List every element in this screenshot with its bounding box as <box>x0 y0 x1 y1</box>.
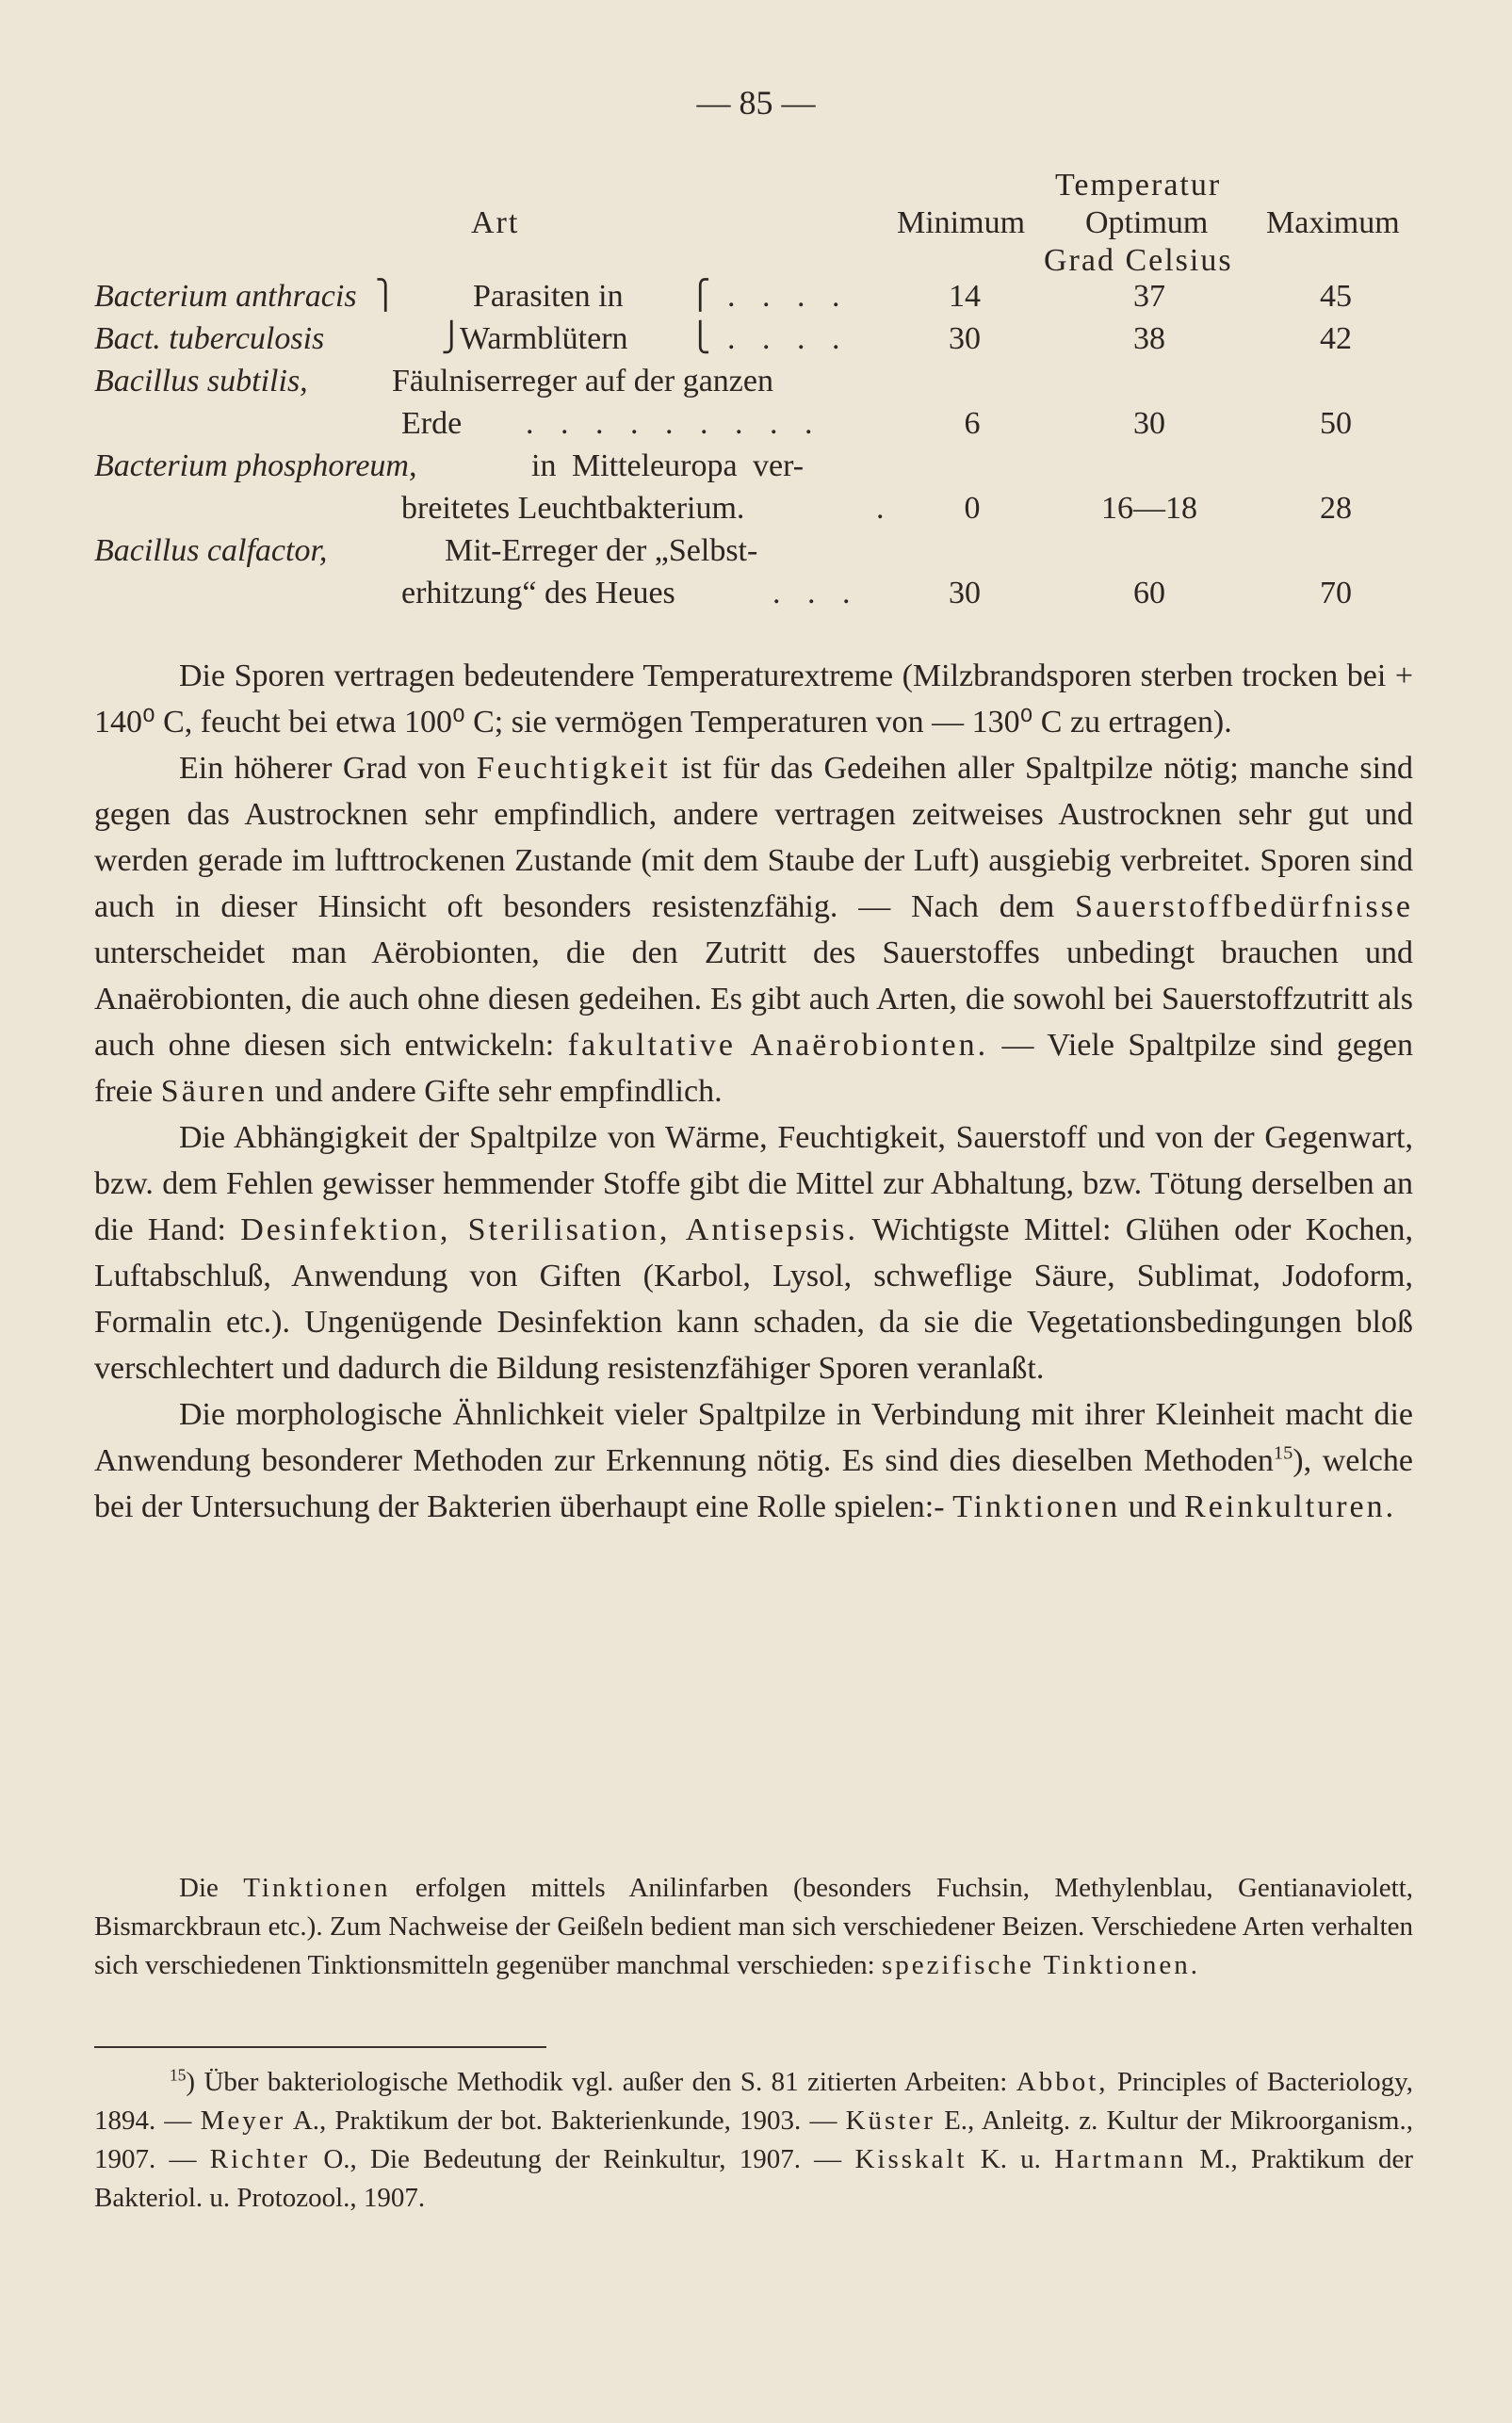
text-run: Principles of Bacteriology, 1894. — <box>94 2067 1414 2136</box>
species-desc: Warmblütern <box>460 321 628 356</box>
header-temperatur: Temperatur <box>1055 168 1222 203</box>
page-number: — 85 — <box>696 84 816 122</box>
min-value: 14 <box>949 279 981 314</box>
text-run: und <box>1128 1489 1177 1524</box>
paragraph <box>94 653 1413 745</box>
temperature-table <box>94 168 1413 620</box>
spaced-term: Desinfektion, Sterilisation, Antisepsis. <box>240 1212 858 1247</box>
text-run: A., Praktikum der bot. Bakterienkunde, 1903. — <box>292 2106 837 2136</box>
max-value: 45 <box>1320 279 1352 314</box>
leader-dots: . <box>876 491 885 526</box>
min-value: 30 <box>949 576 981 610</box>
header-grad-celsius: Grad Celsius <box>1044 243 1233 278</box>
spaced-term: Tinktionen <box>243 1873 391 1903</box>
min-value: 30 <box>949 321 981 356</box>
text-run: ), welche bei der Untersuchung der Bakterien überhaupt eine Rolle spielen:- <box>94 1443 1413 1524</box>
author-name: Kisskalt <box>854 2144 967 2174</box>
text-run: M., Praktikum der Bakteriol. u. Protozool., 1907. <box>94 2144 1414 2213</box>
header-art: Art <box>471 205 520 240</box>
max-value: 28 <box>1320 491 1352 526</box>
text-run: Wichtigste Mittel: Glühen oder Kochen, Luftabschluß, Anwendung von Giften (Karbol, Lysol, schweflige Säure, Sublimat, Jodoform, Formalin etc.). Ungenügende Desinfektion kann schaden, da sie die Vegetationsbedingungen bloß verschlechtert und dadurch die Bildung resistenzfähiger Sporen veranlaßt. <box>94 1212 1413 1386</box>
leader-dots: . . . . <box>727 279 850 314</box>
spaced-term: spezifische Tinktionen. <box>881 1950 1201 1980</box>
opt-value: 60 <box>1133 576 1165 610</box>
species-name: Bact. tuberculosis <box>94 321 325 356</box>
spaced-term: Reinkulturen. <box>1184 1489 1397 1524</box>
brace: ⎩ <box>690 322 711 353</box>
spaced-term: Säuren <box>160 1074 268 1109</box>
opt-value: 16—18 <box>1101 491 1197 526</box>
table-row <box>94 576 1413 617</box>
brace: ⎧ <box>690 280 711 311</box>
leader-dots: . . . . <box>727 321 850 356</box>
text-run: unterscheidet man Aërobionten, die den Zutritt des Sauerstoffes unbedingt brauchen und Anaërobionten, die auch ohne diesen gedeihen. Es gibt auch Arten, die sowohl bei Sauerstoffzutritt als auch ohne diesen sich entwickeln: <box>94 935 1413 1063</box>
max-value: 42 <box>1320 321 1352 356</box>
spaced-term: Sauerstoffbedürfnisse <box>1075 889 1414 924</box>
paragraph <box>94 1391 1413 1530</box>
header-maximum: Maximum <box>1266 205 1400 240</box>
species-desc: Parasiten in <box>473 279 624 314</box>
text-run: K. u. <box>980 2144 1041 2174</box>
text-run: Die morphologische Ähnlichkeit vieler Spaltpilze in Verbindung mit ihrer Kleinheit macht die Anwendung besonderer Methoden zur Erkennung nötig. Es sind dies dieselben Methoden <box>94 1397 1413 1478</box>
species-desc: Fäulniserreger auf der ganzen <box>392 364 773 398</box>
text-run: — Viele Spaltpilze sind gegen freie <box>94 1028 1413 1109</box>
max-value: 70 <box>1320 576 1352 610</box>
min-value: 0 <box>964 491 981 526</box>
opt-value: 30 <box>1133 406 1165 441</box>
main-text <box>94 653 1413 1530</box>
author-name: Richter <box>209 2144 311 2174</box>
header-minimum: Minimum <box>897 205 1026 240</box>
max-value: 50 <box>1320 406 1352 441</box>
author-name: Meyer <box>200 2106 286 2136</box>
species-name: Bacillus subtilis, <box>94 364 308 398</box>
text-run: Ein höherer Grad von <box>179 751 466 786</box>
opt-value: 38 <box>1133 321 1165 356</box>
species-desc: erhitzung“ des Heues <box>401 576 675 610</box>
author-name: Hartmann <box>1054 2144 1187 2174</box>
spaced-term: Tinktionen <box>952 1489 1121 1524</box>
spaced-term: fakultative Anaërobionten. <box>567 1028 989 1063</box>
footnote-divider <box>94 2046 546 2048</box>
text-run: O., Die Bedeutung der Reinkultur, 1907. — <box>323 2144 842 2174</box>
paragraph <box>94 1869 1413 1985</box>
paragraph <box>94 1114 1413 1391</box>
paragraph <box>94 745 1413 1114</box>
species-desc: Erde <box>401 406 463 441</box>
footnote-ref: 15 <box>1273 1442 1293 1464</box>
author-name: Abbot, <box>1016 2067 1109 2097</box>
text-run: ) Über bakteriologische Methodik vgl. außer den S. 81 zitierten Arbeiten: <box>186 2067 1008 2097</box>
table-row <box>94 364 1413 405</box>
text-run: Die Abhängigkeit der Spaltpilze von Wärme, Feuchtigkeit, Sauerstoff und von der Gegenwart, bzw. dem Fehlen gewisser hemmender Stoffe gibt die Mittel zur Abhaltung, bzw. Tötung derselben an die Hand: <box>94 1120 1413 1247</box>
text-run: E., Anleitg. z. Kultur der Mikroorganism., 1907. — <box>94 2106 1413 2174</box>
table-row <box>94 491 1413 532</box>
leader-dots: . . . . . . . . . <box>526 406 822 441</box>
footnote-paragraph <box>94 2063 1413 2218</box>
spaced-term: Feuchtigkeit <box>476 751 671 786</box>
species-name: Bacterium phosphoreum, <box>94 448 417 483</box>
brace: ⎫ <box>375 280 397 311</box>
table-row <box>94 321 1413 363</box>
species-desc: Mit-Erreger der „Selbst- <box>445 533 758 568</box>
footnote-number: 15 <box>170 2065 187 2085</box>
table-row <box>94 279 1413 320</box>
table-row <box>94 533 1413 575</box>
paragraph-text: Die Sporen vertragen bedeutendere Temperaturextreme (Milzbrandsporen sterben trocken bei + 140⁰ C, feucht bei etwa 100⁰ C; sie vermögen Temperaturen von — 130⁰ C zu ertragen). <box>94 659 1413 740</box>
species-name: Bacillus calfactor, <box>94 533 328 568</box>
species-desc: breitetes Leuchtbakterium. <box>401 491 745 526</box>
table-row <box>94 406 1413 447</box>
text-run: und andere Gifte sehr empfindlich. <box>274 1074 723 1109</box>
opt-value: 37 <box>1133 279 1165 314</box>
text-run: Die <box>179 1873 219 1903</box>
leader-dots: . . . <box>772 576 860 610</box>
text-run: erfolgen mittels Anilinfarben (besonders Fuchsin, Methylenblau, Gentianaviolett, Bismarckbraun etc.). Zum Nachweise der Geißeln bedient man sich verschiedener Beizen. Verschiedene Arten verhalten sich verschiedenen Tinktionsmitteln gegenüber manchmal verschieden: <box>94 1873 1414 1980</box>
min-value: 6 <box>964 406 981 441</box>
author-name: Küster <box>845 2106 935 2136</box>
header-optimum: Optimum <box>1085 205 1209 240</box>
small-print-paragraph <box>94 1869 1413 1985</box>
species-name: Bacterium anthracis <box>94 279 357 314</box>
species-desc: in Mitteleuropa ver- <box>531 448 805 483</box>
brace: ⎭ <box>441 322 463 353</box>
table-row <box>94 448 1413 490</box>
footnote <box>94 2063 1413 2218</box>
text-run: ist für das Gedeihen aller Spaltpilze nötig; manche sind gegen das Austrocknen sehr empfindlich, andere vertragen zeitweises Austrocknen sehr gut und werden gerade im lufttrockenen Zustande (mit dem Staube der Luft) ausgiebig verbreitet. Sporen sind auch in dieser Hinsicht oft besonders resistenzfähig. — Nach dem <box>94 751 1414 924</box>
